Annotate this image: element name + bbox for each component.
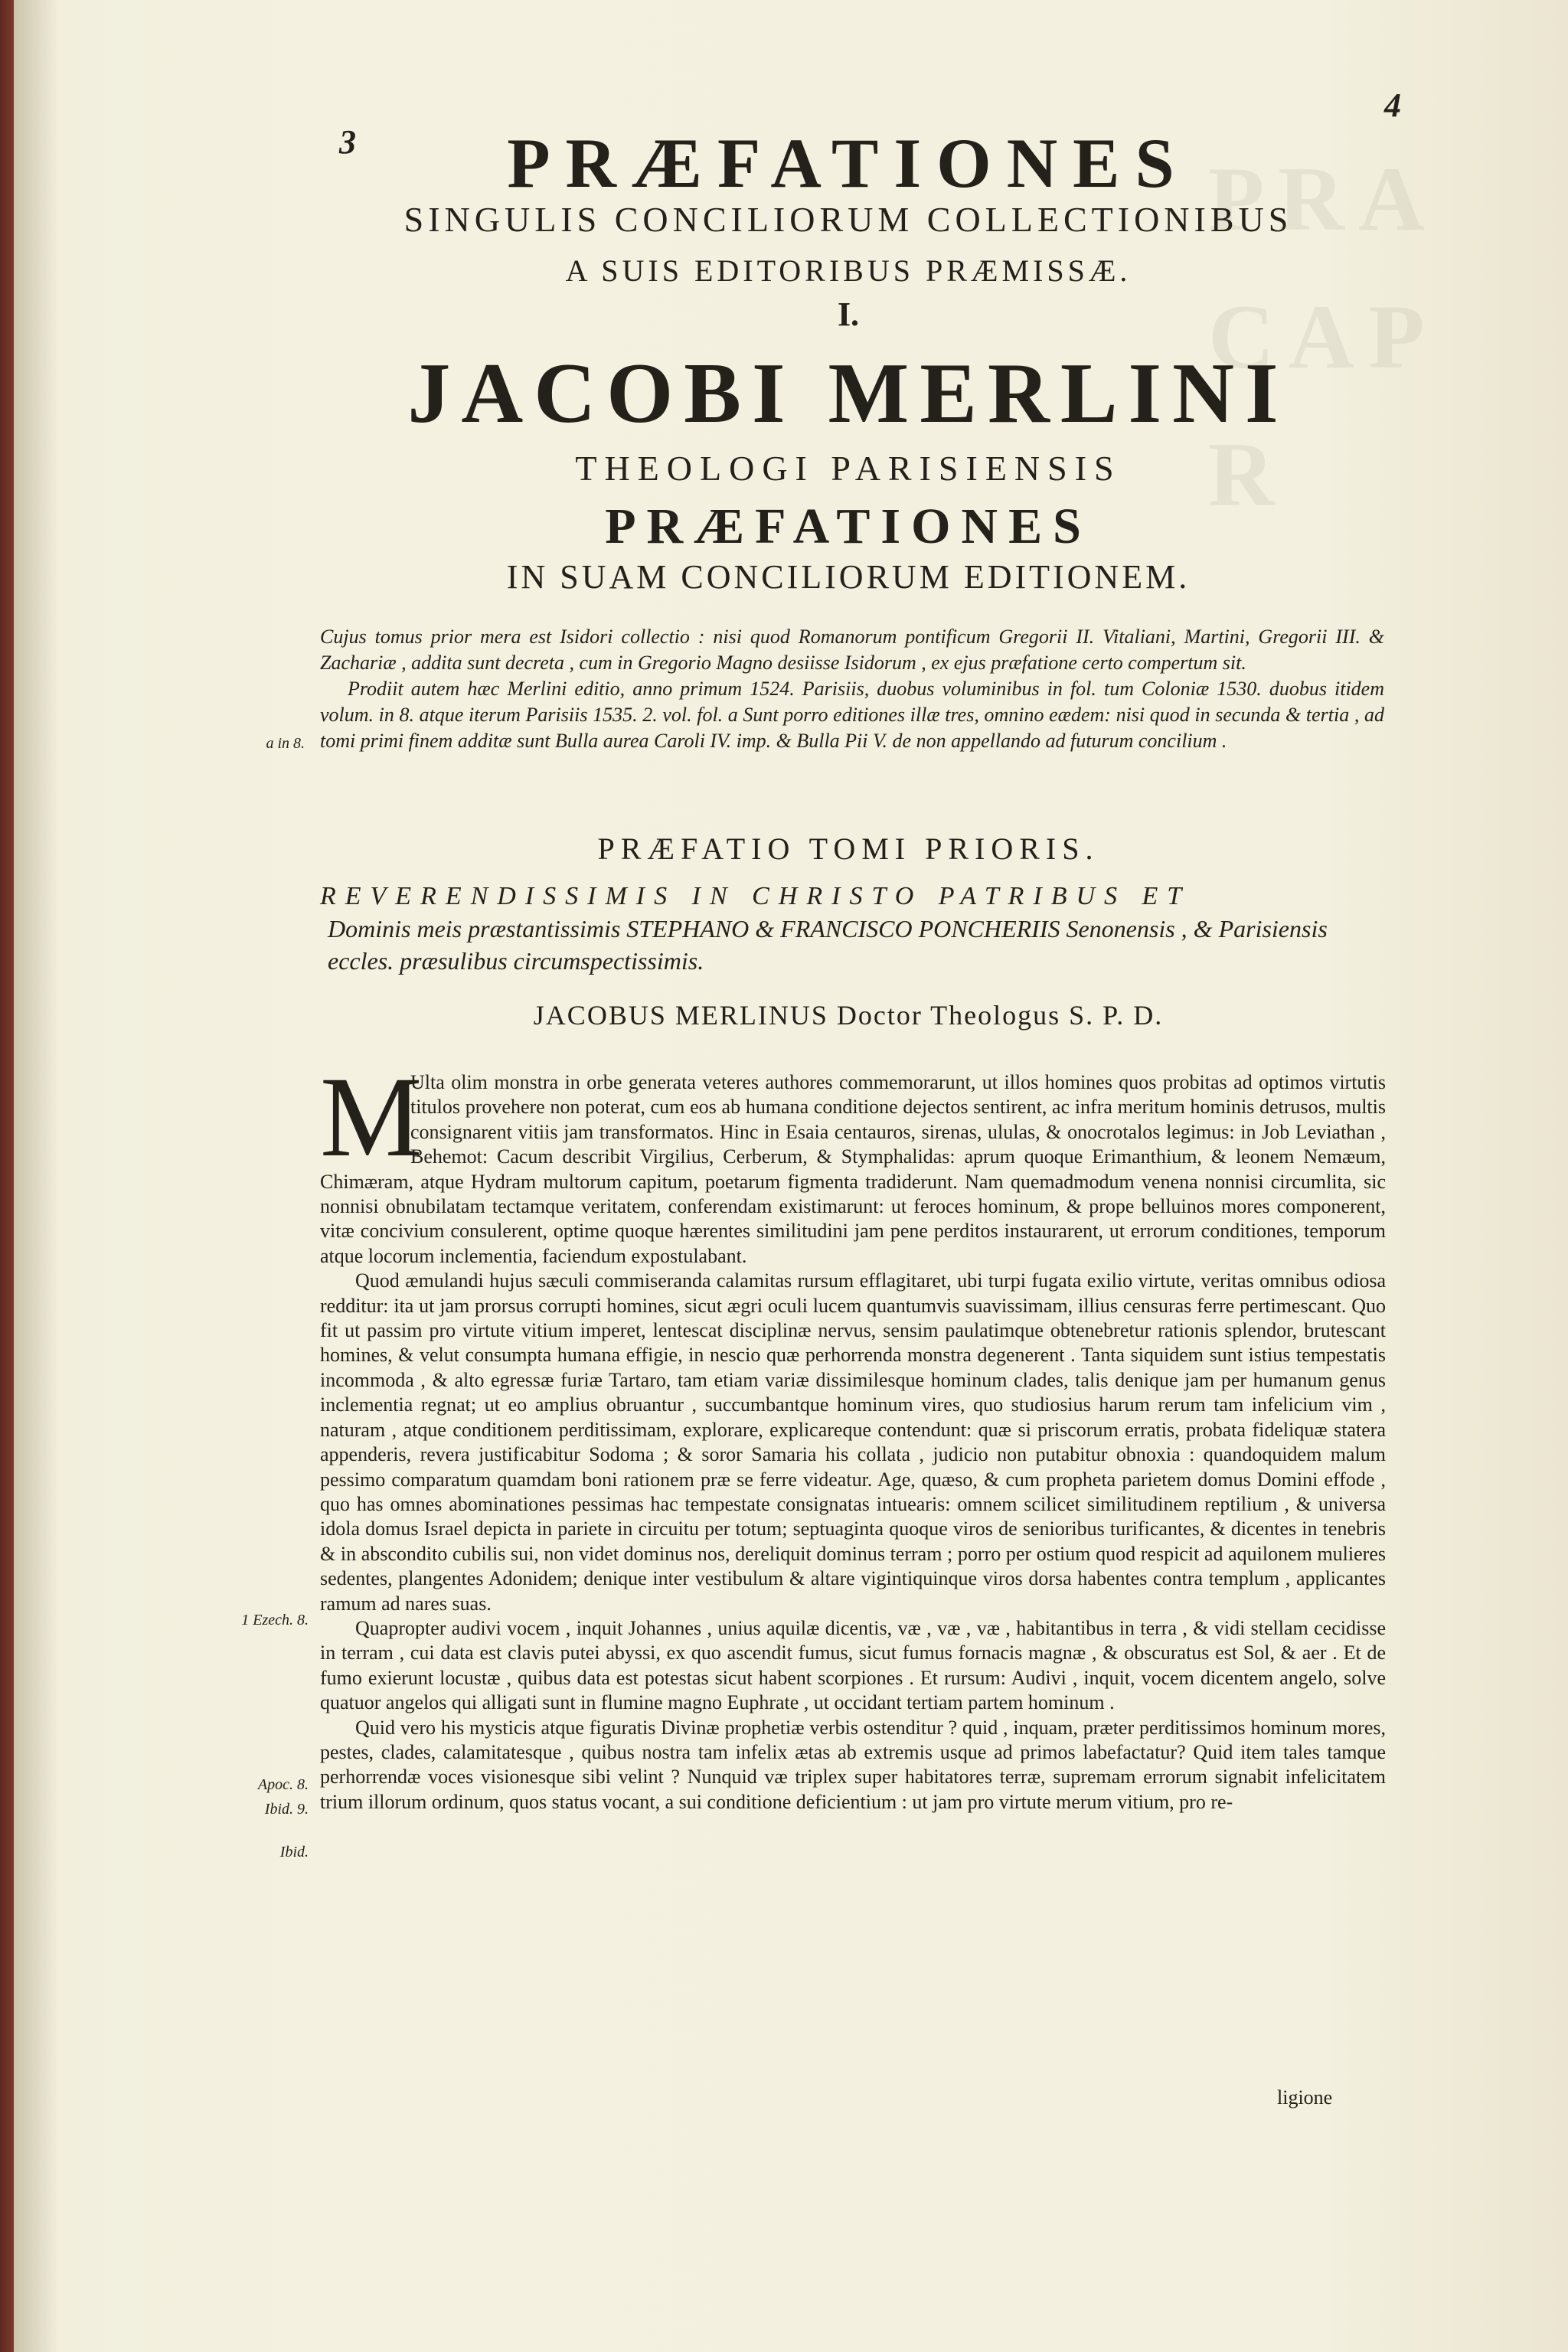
subtitle-line-2: A SUIS EDITORIBUS PRÆMISSÆ. (565, 253, 1132, 288)
show-through-text: PRA CAP R (1208, 148, 1439, 525)
body-text (320, 1054, 1386, 1815)
main-title: PRÆFATIONES (507, 124, 1190, 202)
body-paragraph: Ulta olim monstra in orbe generata veteres authores commemorarunt, ut illos homines quos probitas ad optimos virtutis titulos provehere non poterat, cum eos ab humana conditione dejectos sentirent, ac infra meritum hominis detrusos, multis consignarent vitiis jam transformatos. Hinc in Esaia centauros, sirenas, ululas, & onocrotalos legimus: in Job Leviathan , Behemot: Cacum describit Virgilius, Cerberum, & Stymphalidas: aprum quoque Erimanthium, & leonem Nemæum, Chimæram, atque Hydram multorum capitum, poetarum figmenta tradiderunt. Nam quemadmodum venena nonnisi circumlita, sic nonnisi obnubilatam tectamque veritatem, conferendam existimarunt: ut feroces hominum, & prope belluinos mores componerent, vitæ concivium consulerent, optime quoque hærentes similitudini jam pene perditos instaurarent, ut errorum conditiones, temporum atque locorum inclementia, faciendum expostulabant. (320, 1071, 1386, 1267)
intro-text (320, 624, 1384, 754)
section-number: I. (837, 296, 860, 333)
intro-paragraph: Cujus tomus prior mera est Isidori collectio : nisi quod Romanorum pontificum Gregorii II. Vitaliani, Martini, Gregorii III. & Zachariæ , addita sunt decreta , cum in Gregorio Magno desiisse Isidorum , ex ejus præfatione certo compertum sit. (320, 626, 1384, 674)
dedication-caps: REVERENDISSIMIS IN CHRISTO PATRIBUS ET (320, 882, 1191, 910)
margin-note: a in 8. (266, 735, 305, 752)
margin-note: Ibid. (279, 1844, 309, 1860)
margin-note: 1 Ezech. 8. (241, 1612, 309, 1628)
page-number-right: 4 (1384, 87, 1401, 124)
second-title-sub: IN SUAM CONCILIORUM EDITIONEM. (506, 558, 1191, 596)
praefatio-heading: PRÆFATIO TOMI PRIORIS. (597, 831, 1099, 866)
page-number-left: 3 (339, 123, 356, 161)
author-title: THEOLOGI PARISIENSIS (575, 449, 1122, 488)
dedication-rest: Dominis meis præstantissimis STEPHANO & FRANCISCO PONCHERIIS Senonensis , & Parisiensis eccles. præsulibus circumspectissimis. (328, 915, 1328, 975)
book-page (14, 0, 1568, 2352)
margin-note: Ibid. 9. (264, 1801, 309, 1818)
subtitle-line-1: SINGULIS CONCILIORUM COLLECTIONIBUS (403, 200, 1293, 239)
gutter-shadow (14, 0, 60, 2352)
book-binding-edge (0, 0, 14, 2352)
dedication (320, 880, 1384, 977)
salutation: JACOBUS MERLINUS Doctor Theologus S. P. D. (533, 1000, 1164, 1031)
second-title: PRÆFATIONES (605, 498, 1092, 554)
catchword: ligione (1277, 2086, 1333, 2109)
author-name: JACOBI MERLINI (407, 346, 1289, 441)
drop-cap: M (320, 1054, 423, 1181)
body-paragraph: Quod æmulandi hujus sæculi commiseranda calamitas rursum efflagitaret, ubi turpi fugata exilio virtute, veritas omnibus odiosa redditur: ita ut jam prorsus corrupti homines, sicut ægri oculi lucem quantumvis suavissimam, illius censuras ferre pertimescant. Quo fit ut passim pro virtute vitium imperet, lentescat disciplinæ nervus, sensim paulatimque obtenebretur rationis splendor, brutescant homines, & velut consumpta humana effigie, in nescio quæ perhorrenda monstra degenerent . Tanta siquidem sunt istius tempestatis incommoda , & alto egressæ furiæ Tartaro, tam etiam variæ dissimilesque hominum clades, talis denique jam per humanum genus inclementia regnat; ut eo amplius obruantur , succumbantque hominum vires, quo studiosius harum rerum tam infelicium vim , naturam , atque conditionem perditissimam, explorare, explicareque contendunt: quæ si priscorum erratis, probata fideliquæ statera appenderis, revera justificabitur Sodoma ; & soror Samaria his collata , judicio non putabitur obnoxia : quandoquidem malum pessimo comparatum quamdam boni rationem præ se ferre videatur. Age, quæso, & cum propheta parietem domus Domini effode , quo has omnes abominationes pessimas hac tempestate consignatas intuearis: omnem scilicet similitudinem reptilium , & universa idola domus Israel depicta in pariete in circuitu per totum; septuaginta quoque viros de senioribus turificantes, & dicentes in tenebris & in abscondito cubilis sui, non videt dominus nos, dereliquit dominus terram ; porro per ostium quod respicit ad aquilonem mulieres sedentes, plangentes Adonidem; denique inter vestibulum & altare vigintiquinque viros dorsa habentes contra templum , applicantes ramum ad nares suas. (320, 1269, 1386, 1615)
margin-note: Apoc. 8. (257, 1776, 309, 1793)
intro-paragraph: Prodiit autem hæc Merlini editio, anno primum 1524. Parisiis, duobus voluminibus in fol. tum Coloniæ 1530. duobus itidem volum. in 8. atque iterum Parisiis 1535. 2. vol. fol. a Sunt porro editiones illæ tres, omnino eædem: nisi quod in secunda & tertia , ad tomi primi finem additæ sunt Bulla aurea Caroli IV. imp. & Bulla Pii V. de non appellando ad futurum concilium . (320, 678, 1384, 752)
body-paragraph: Quapropter audivi vocem , inquit Johannes , unius aquilæ dicentis, væ , væ , væ , habitantibus in terra , & vidi stellam cecidisse in terram , cui data est clavis putei abyssi, ex quo ascendit fumus, sicut fumus fornacis magnæ , & obscuratus est Sol, & aer . Et de fumo exierunt locustæ , quibus data est potestas sicut habent scorpiones . Et rursum: Audivi , inquit, vocem dicentem angelo, solve quatuor angelos qui alligati sunt in flumine magno Euphrate , ut occidant tertiam partem hominum . (320, 1616, 1386, 1714)
body-paragraph: Quid vero his mysticis atque figuratis Divinæ prophetiæ verbis ostenditur ? quid , inquam, præter perditissimos hominum mores, pestes, clades, calamitatesque , quibus nostra tam infelix ætas ab extremis usque ad primos labefactatur? Quid item tales tamque perhorrendæ voces visionesque sibi velint ? Nunquid væ triplex super habitatores terræ, supremam errorum signabit infelicitatem trium illorum ordinum, quos status vocant, a sui conditione deficientium : ut jam pro virtute merum vitium, pro re- (320, 1716, 1386, 1813)
